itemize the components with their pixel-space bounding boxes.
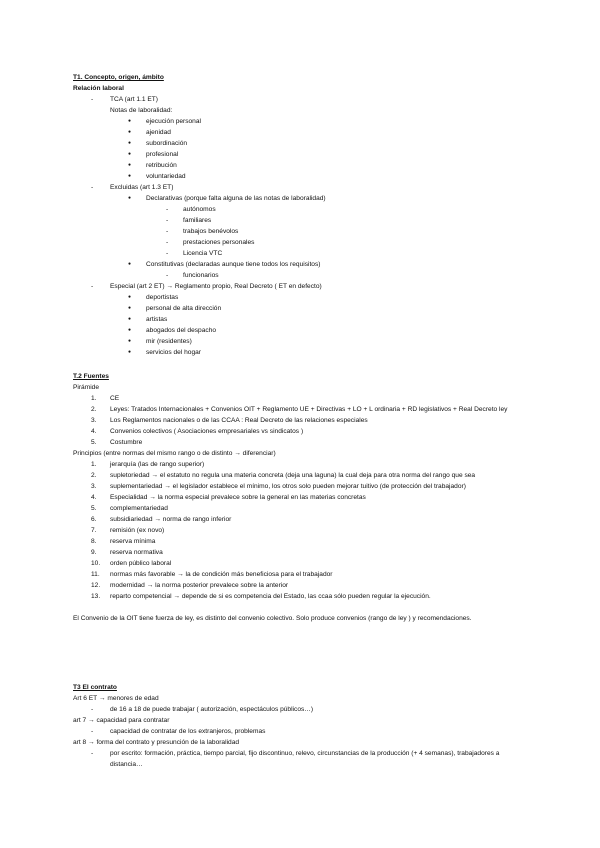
principio-item	[73, 514, 533, 525]
principio-item	[73, 536, 533, 547]
subtitle-relacion-laboral: Relación laboral	[73, 85, 124, 92]
declarativa-item: - familiares	[73, 215, 533, 226]
item-text: CE	[110, 395, 120, 402]
item-number: 1.	[91, 461, 97, 468]
principio-item	[73, 481, 533, 492]
item-number: 4.	[91, 494, 97, 501]
principio-item	[73, 492, 533, 503]
art6-heading: Art 6 ET → menores de edad	[73, 695, 159, 702]
principio-item	[73, 525, 533, 536]
item-excluidas: - Excluidas (art 1.3 ET)	[73, 182, 533, 193]
item-number: 10.	[91, 560, 101, 567]
item-text: reparto competencial → depende de si es competencia del Estado, las ccaa sólo pueden regular la ejecución.	[110, 593, 431, 600]
art8-heading: art 8 → forma del contrato y presunción de la laboralidad	[73, 739, 240, 746]
item-number: 3.	[91, 417, 97, 424]
especial-item: ● personal de alta dirección	[73, 303, 533, 314]
item-declarativas: ● Declarativas (porque falta alguna de las notas de laboralidad)	[73, 193, 533, 204]
fuente-item	[73, 404, 533, 415]
item-number: 6.	[91, 516, 97, 523]
oit-note: El Convenio de la OIT tiene fuerza de ley, es distinto del convenio colectivo. Solo produce convenios (rango de ley ) y recomendaciones.	[73, 615, 472, 622]
item-tca: - TCA (art 1.1 ET)	[73, 94, 533, 105]
art7-item: - capacidad de contratar de los extranjeros, problemas	[73, 726, 533, 737]
principio-item	[73, 580, 533, 591]
art8-item: - por escrito: formación, práctica, tiempo parcial, fijo discontinuo, relevo, circunstancias de la producción (+ 4 semanas), trabajadores a distancia…	[73, 748, 530, 770]
especial-item: ● mir (residentes)	[73, 336, 533, 347]
constitutiva-item: - funcionarios	[73, 270, 533, 281]
item-constitutivas: ● Constitutivas (declaradas aunque tiene todos los requisitos)	[73, 259, 533, 270]
fuente-item	[73, 415, 533, 426]
item-number: 9.	[91, 549, 97, 556]
item-number: 7.	[91, 527, 97, 534]
section-t1	[73, 72, 533, 358]
item-text: remisión (ex novo)	[110, 527, 165, 534]
fuente-item	[73, 426, 533, 437]
principio-item	[73, 503, 533, 514]
notas-label: Notas de laboralidad:	[110, 107, 173, 114]
fuente-item	[73, 393, 533, 404]
principio-item	[73, 459, 533, 470]
item-text: Convenios colectivos ( Asociaciones empresariales vs sindicatos )	[110, 428, 304, 435]
nota-item: ● ejecución personal	[73, 116, 533, 127]
especial-item: ● abogados del despacho	[73, 325, 533, 336]
constitutivas-list	[73, 270, 533, 281]
fuentes-list	[73, 393, 533, 448]
item-number: 8.	[91, 538, 97, 545]
section-t3	[73, 682, 533, 770]
item-text: Los Reglamentos nacionales o de las CCAA : Real Decreto de las relaciones especiales	[110, 417, 368, 424]
item-number: 1.	[91, 395, 97, 402]
item-text: suplementariedad → el legislador establece el mínimo, los otros solo pueden mejorar tuitivo (de protección del trabajador)	[110, 483, 466, 490]
especial-item: ● servicios del hogar	[73, 347, 533, 358]
especial-item: ● artistas	[73, 314, 533, 325]
fuente-item	[73, 437, 533, 448]
declarativa-item: - autónomos	[73, 204, 533, 215]
item-text: complementariedad	[110, 505, 168, 512]
principios-label: Principios (entre normas del mismo rango o de distinto → diferenciar)	[73, 450, 276, 457]
principio-item	[73, 558, 533, 569]
item-number: 5.	[91, 505, 97, 512]
nota-item: ● voluntariedad	[73, 171, 533, 182]
piramide-label: Pirámide	[73, 384, 100, 391]
item-text: reserva normativa	[110, 549, 163, 556]
notas-list	[73, 116, 533, 182]
principio-item	[73, 569, 533, 580]
nota-item: ● profesional	[73, 149, 533, 160]
item-especial: - Especial (art 2 ET) → Reglamento propio, Real Decreto ( ET en defecto)	[73, 281, 533, 292]
nota-item: ● retribución	[73, 160, 533, 171]
item-number: 12.	[91, 582, 101, 589]
declarativa-item: - Licencia VTC	[73, 248, 533, 259]
nota-item: ● subordinación	[73, 138, 533, 149]
declarativas-list	[73, 204, 533, 259]
item-number: 2.	[91, 472, 97, 479]
art7-heading: art 7 → capacidad para contratar	[73, 717, 170, 724]
principio-item	[73, 547, 533, 558]
item-text: modernidad → la norma posterior prevalece sobre la anterior	[110, 582, 289, 589]
principio-item	[73, 470, 533, 481]
nota-item: ● ajenidad	[73, 127, 533, 138]
declarativa-item: - prestaciones personales	[73, 237, 533, 248]
item-number: 11.	[91, 571, 100, 578]
declarativa-item: - trabajos benévolos	[73, 226, 533, 237]
principio-item	[73, 591, 533, 602]
item-number: 13.	[91, 593, 101, 600]
item-number: 3.	[91, 483, 97, 490]
section-title-t1: T1. Concepto, origen, ámbito	[73, 74, 164, 81]
item-text: subsidiariedad → norma de rango inferior	[110, 516, 232, 523]
principios-list	[73, 459, 533, 602]
art6-item: - de 16 a 18 de puede trabajar ( autorización, espectáculos públicos…)	[73, 704, 533, 715]
item-text: jerarquía (las de rango superior)	[110, 461, 205, 468]
section-t2	[73, 371, 533, 624]
item-text: Leyes: Tratados Internacionales + Convenios OIT + Reglamento UE + Directivas + LO + L ordinaria + RD legislativos + Real Decreto ley	[110, 406, 508, 413]
section-title-t2: T.2 Fuentes	[73, 373, 109, 380]
item-number: 4.	[91, 428, 97, 435]
section-title-t3: T3 El contrato	[73, 684, 117, 691]
item-text: normas más favorable → la de condición más beneficiosa para el trabajador	[110, 571, 333, 578]
item-number: 5.	[91, 439, 97, 446]
especial-item: ● deportistas	[73, 292, 533, 303]
item-text: reserva mínima	[110, 538, 156, 545]
especial-list	[73, 292, 533, 358]
item-text: Especialidad → la norma especial prevalece sobre la general en las materias concretas	[110, 494, 366, 501]
item-number: 2.	[91, 406, 97, 413]
item-text: supletoriedad → el estatuto no regula una materia concreta (deja una laguna) la cual deja para otra norma del rango que sea	[110, 472, 476, 479]
item-text: orden público laboral	[110, 560, 172, 567]
item-text: Costumbre	[110, 439, 143, 446]
